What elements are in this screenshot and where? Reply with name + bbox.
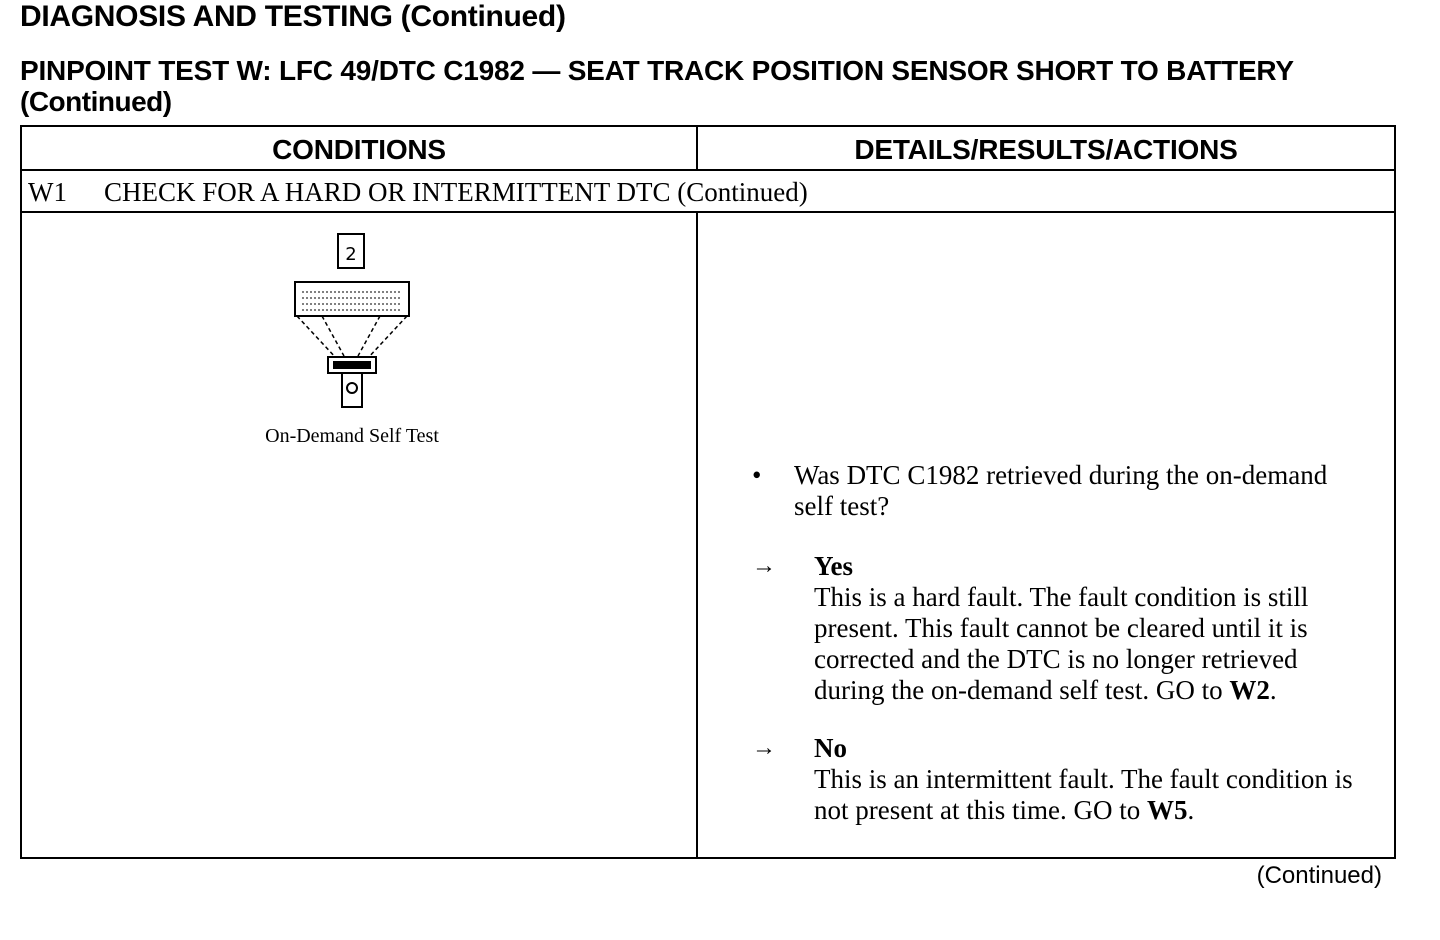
connector-port bbox=[347, 383, 357, 393]
pinpoint-test-title bbox=[20, 55, 1400, 117]
connector-pins bbox=[333, 361, 371, 369]
answer-text-yes: This is a hard fault. The fault condition is still present. This fault cannot be cleared until it is corrected and the DTC is no longer retrieved during the on-demand self test. GO to bbox=[814, 582, 1309, 705]
answer-label-yes: Yes bbox=[814, 551, 853, 581]
connection-lines bbox=[297, 316, 407, 359]
figure-caption: On-Demand Self Test bbox=[265, 425, 439, 447]
step-number: 2 bbox=[345, 244, 357, 265]
test-table bbox=[20, 125, 1396, 859]
answer-label-no: No bbox=[814, 733, 847, 763]
arrow-right-icon: → bbox=[752, 553, 776, 579]
conditions-header: CONDITIONS bbox=[272, 134, 446, 165]
answer-end-no: . bbox=[1187, 795, 1195, 825]
answer-end-yes: . bbox=[1269, 675, 1277, 705]
step-code: W1 bbox=[28, 177, 67, 207]
test-title-main: PINPOINT TEST W: LFC 49/DTC C1982 — SEAT TRACK POSITION SENSOR SHORT TO BATTERY bbox=[20, 55, 1294, 86]
arrow-right-icon: → bbox=[752, 735, 776, 761]
step-suffix: (Continued) bbox=[670, 177, 808, 207]
goto-w5-link[interactable]: W5 bbox=[1146, 795, 1188, 825]
bullet-icon: • bbox=[752, 460, 762, 490]
body-divider bbox=[696, 213, 698, 859]
goto-w2-link[interactable]: W2 bbox=[1229, 675, 1270, 705]
on-demand-self-test-illustration bbox=[252, 222, 452, 422]
page-title: DIAGNOSIS AND TESTING (Continued) bbox=[20, 0, 566, 33]
details-header: DETAILS/RESULTS/ACTIONS bbox=[854, 134, 1238, 165]
step-row bbox=[28, 171, 808, 211]
question-text: Was DTC C1982 retrieved during the on-demand self test? bbox=[794, 460, 1328, 521]
scan-tool-display bbox=[295, 282, 409, 316]
continued-footer: (Continued) bbox=[1256, 862, 1382, 889]
test-title-suffix: (Continued) bbox=[20, 86, 172, 117]
step-title: CHECK FOR A HARD OR INTERMITTENT DTC bbox=[104, 177, 671, 207]
step-rule bbox=[22, 211, 1394, 213]
answer-text-no: This is an intermittent fault. The fault condition is not present at this time. GO to bbox=[814, 764, 1353, 825]
